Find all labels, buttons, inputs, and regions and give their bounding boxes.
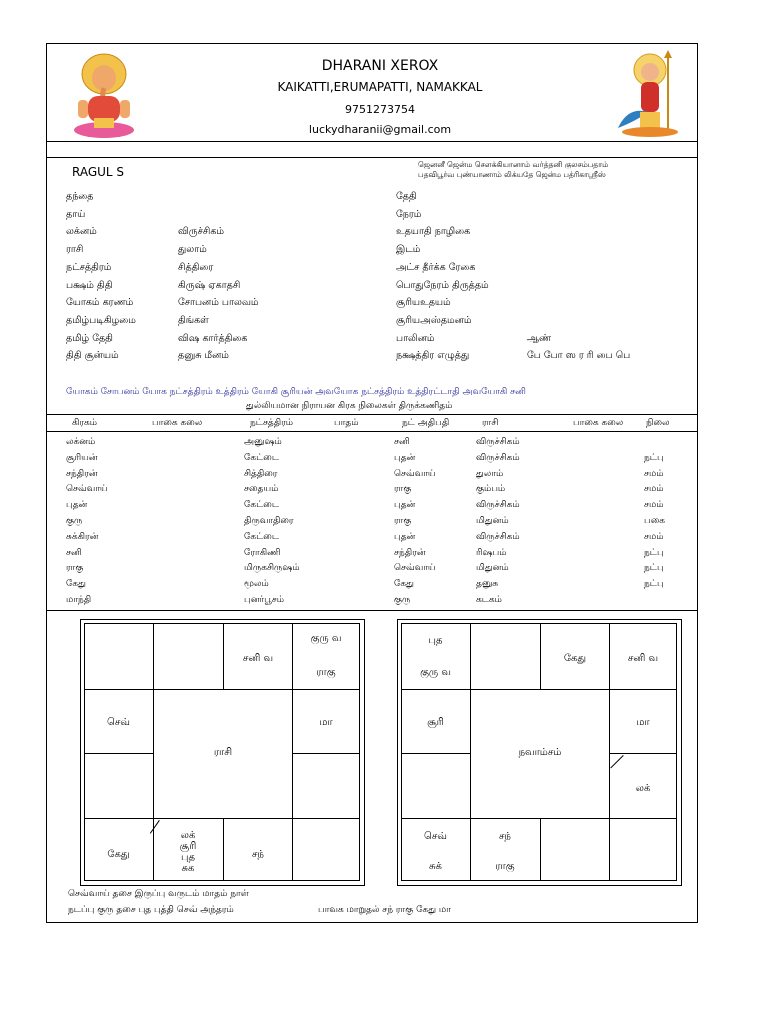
- table-cell: புதன்: [394, 452, 416, 463]
- detail-value: சித்திரை: [178, 261, 214, 273]
- rasi-house-mandi: மா: [319, 717, 333, 728]
- detail-label: அட்ச தீர்க்க ரேகை: [396, 261, 476, 273]
- table-cell: மாந்தி: [66, 595, 92, 605]
- navamsa-house-lagna: லக்: [635, 783, 651, 794]
- navamsa-house-sun: சூரி: [427, 717, 444, 728]
- table-cell: நட்பு: [644, 563, 664, 574]
- table-cell: ராகு: [394, 516, 412, 526]
- table-cell: குரு: [394, 595, 411, 605]
- rasi-house-rahu: ராகு: [316, 667, 336, 678]
- table-cell: நட்பு: [644, 579, 664, 590]
- detail-value: பே போ ஸ ர ரி பை பெ: [527, 350, 631, 362]
- shop-email: luckydharanii@gmail.com: [308, 123, 452, 136]
- table-cell: புதன்: [394, 500, 416, 511]
- table-cell: துலாம்: [476, 468, 504, 479]
- rasi-house-lagna: லக் சூரி புத சுக: [179, 830, 197, 874]
- table-cell: சதையம்: [244, 484, 279, 495]
- detail-label: தந்தை: [66, 191, 94, 202]
- rasi-house-jupiter: குரு வ: [310, 633, 342, 644]
- murugan-image: [610, 48, 690, 140]
- table-column-header: பாகை கலை: [152, 418, 203, 428]
- table-cell: மிதுனம்: [476, 563, 509, 574]
- table-column-header: நட்சத்திரம்: [250, 418, 294, 428]
- detail-label: யோகம் கரணம்: [66, 297, 134, 309]
- verse-line-2: பதவிபூர்வ புண்யாணாம் லிக்யதே ஜென்ம பத்ரிகாஸ்ரீஸ்: [418, 170, 606, 179]
- table-column-header: பாகை கலை: [573, 418, 624, 428]
- table-cell: கும்பம்: [476, 484, 506, 495]
- detail-label: திதி சூன்யம்: [66, 350, 119, 362]
- rasi-house-saturn: சனி வ: [242, 653, 274, 664]
- table-cell: சித்திரை: [244, 468, 278, 479]
- navamsa-house-moon: சந்: [499, 831, 511, 842]
- detail-value: கிருஷ் ஏகாதசி: [178, 279, 241, 291]
- table-cell: கேட்டை: [244, 531, 279, 542]
- table-cell: பகை: [644, 516, 665, 526]
- detail-value: திங்கள்: [178, 314, 209, 326]
- table-cell: விருச்சிகம்: [476, 531, 520, 542]
- table-column-header: நட் அதிபதி: [402, 418, 450, 428]
- rasi-house-mars: செவ்: [107, 717, 130, 728]
- divider: [46, 141, 698, 142]
- table-cell: மூலம்: [244, 579, 269, 590]
- person-name: RAGUL S: [72, 165, 125, 179]
- navamsa-house-saturn: சனி வ: [627, 653, 659, 664]
- yoga-line: யோகம் சோபனம் யோக நட்சத்திரம் உத்திரம் யோகி சூரியன் அவயோக நட்சத்திரம் உத்திரட்டாதி அவயோகி சனி: [66, 387, 526, 397]
- table-cell: புனர்பூசம்: [244, 595, 284, 605]
- table-cell: கடகம்: [476, 595, 502, 605]
- detail-label: இடம்: [396, 244, 421, 256]
- table-cell: கேட்டை: [244, 500, 279, 511]
- table-cell: சனி: [66, 547, 82, 558]
- table-cell: சூரியன்: [66, 452, 98, 463]
- table-cell: சமம்: [644, 531, 664, 542]
- table-cell: திருவாதிரை: [244, 516, 294, 526]
- navamsa-house-venus: சுக்: [429, 861, 442, 872]
- rasi-house-moon: சந்: [252, 849, 264, 860]
- detail-value: விஷ கார்த்திகை: [178, 332, 248, 344]
- table-cell: கேது: [66, 579, 86, 590]
- detail-label: சூரியஉதயம்: [396, 297, 451, 309]
- table-cell: செவ்வாய்: [66, 484, 108, 495]
- table-cell: சந்திரன்: [394, 547, 426, 558]
- shop-name: DHARANI XEROX: [321, 58, 439, 74]
- table-cell: ராகு: [66, 563, 84, 574]
- bhava-change: பாவக மாறுதல் சந் ராகு கேது மா: [318, 905, 451, 915]
- detail-label: நட்சத்திரம்: [66, 261, 112, 273]
- navamsa-house-mercury: புத: [428, 635, 443, 646]
- table-cell: புதன்: [394, 531, 416, 542]
- detail-label: பொதுநேரம் திருத்தம்: [396, 279, 489, 291]
- navamsa-house-mars: செவ்: [424, 831, 447, 842]
- table-bottom-border: [46, 610, 698, 611]
- navamsa-house-jupiter: குரு வ: [420, 667, 451, 678]
- table-column-header: ராசி: [482, 418, 499, 428]
- detail-label: லக்னம்: [66, 226, 97, 238]
- detail-label: தாய்: [66, 208, 86, 220]
- table-cell: நட்பு: [644, 547, 664, 558]
- table-cell: செவ்வாய்: [394, 468, 436, 479]
- table-cell: குரு: [66, 516, 83, 526]
- navamsa-house-ketu: கேது: [563, 653, 587, 664]
- navamsa-center-label: நவாம்சம்: [518, 747, 562, 758]
- verse-line-1: ஜெனனீ ஜென்ம சௌக்கியானாம் வர்த்தனி குலசம்பதாம்: [418, 160, 609, 169]
- table-cell: சனி: [394, 437, 410, 447]
- table-cell: ரிஷபம்: [476, 547, 507, 558]
- shop-address: KAIKATTI,ERUMAPATTI, NAMAKKAL: [277, 80, 483, 94]
- table-column-header: நிலை: [646, 418, 670, 428]
- detail-label: தமிழ் தேதி: [66, 332, 113, 344]
- table-cell: லக்னம்: [66, 437, 96, 447]
- navamsa-chart: [397, 619, 682, 886]
- dasa-balance: செவ்வாய் தசை இருப்பு வருடம் மாதம் நாள்: [68, 889, 249, 899]
- detail-value: விருச்சிகம்: [178, 226, 225, 238]
- rasi-chart: [80, 619, 365, 886]
- rasi-house-ketu: கேது: [107, 849, 130, 860]
- navamsa-house-mandi: மா: [636, 717, 650, 728]
- table-cell: விருச்சிகம்: [476, 437, 520, 447]
- detail-label: சூரியஅஸ்தமனம்: [396, 314, 472, 326]
- detail-label: பக்ஷம் திதி: [66, 279, 113, 291]
- table-cell: செவ்வாய்: [394, 563, 436, 574]
- detail-label: பாலினம்: [396, 332, 435, 344]
- detail-value: தனுசு மீனம்: [178, 350, 229, 362]
- detail-label: நக்ஷத்திர எழுத்து: [396, 350, 470, 362]
- detail-label: ராசி: [66, 244, 84, 256]
- shop-phone: 9751273754: [345, 103, 415, 116]
- detail-label: தமிழ்படிகிழமை: [66, 314, 136, 326]
- table-column-header: பாதம்: [334, 418, 359, 428]
- table-title: துல்லியமான நிராயன கிரக நிலைகள் திருக்கணிதம்: [246, 401, 453, 411]
- table-cell: சமம்: [644, 484, 664, 495]
- detail-label: உதயாதி நாழிகை: [396, 226, 471, 238]
- table-cell: புதன்: [66, 500, 88, 511]
- table-header-border: [46, 431, 698, 432]
- detail-value: ஆண்: [527, 332, 552, 344]
- table-cell: மிருகசிருஷம்: [244, 563, 300, 574]
- table-cell: ரோகிணி: [244, 547, 281, 558]
- table-cell: ராகு: [394, 484, 412, 495]
- detail-value: துலாம்: [178, 244, 207, 256]
- table-top-border: [46, 414, 698, 415]
- table-cell: சமம்: [644, 500, 664, 511]
- table-column-header: கிரகம்: [72, 418, 98, 428]
- ganesha-image: [64, 48, 144, 140]
- current-dasa: நடப்பு குரு தசை புத புத்தி செவ் அந்தரம்: [68, 905, 234, 915]
- table-cell: அனுஷம்: [244, 437, 282, 447]
- rasi-center-label: ராசி: [213, 747, 233, 758]
- table-cell: சந்திரன்: [66, 468, 98, 479]
- detail-label: நேரம்: [396, 208, 422, 220]
- table-cell: சுக்கிரன்: [66, 531, 99, 542]
- table-cell: தனுசு: [476, 579, 499, 590]
- navamsa-house-rahu: ராகு: [495, 861, 515, 872]
- divider: [46, 157, 698, 158]
- detail-label: தேதி: [396, 191, 417, 202]
- table-cell: நட்பு: [644, 452, 664, 463]
- table-cell: விருச்சிகம்: [476, 452, 520, 463]
- table-cell: கேது: [394, 579, 414, 590]
- table-cell: கேட்டை: [244, 452, 279, 463]
- table-cell: மிதுனம்: [476, 516, 509, 526]
- table-cell: சமம்: [644, 468, 664, 479]
- table-cell: விருச்சிகம்: [476, 500, 520, 511]
- detail-value: சோபனம் பாலவம்: [178, 297, 259, 309]
